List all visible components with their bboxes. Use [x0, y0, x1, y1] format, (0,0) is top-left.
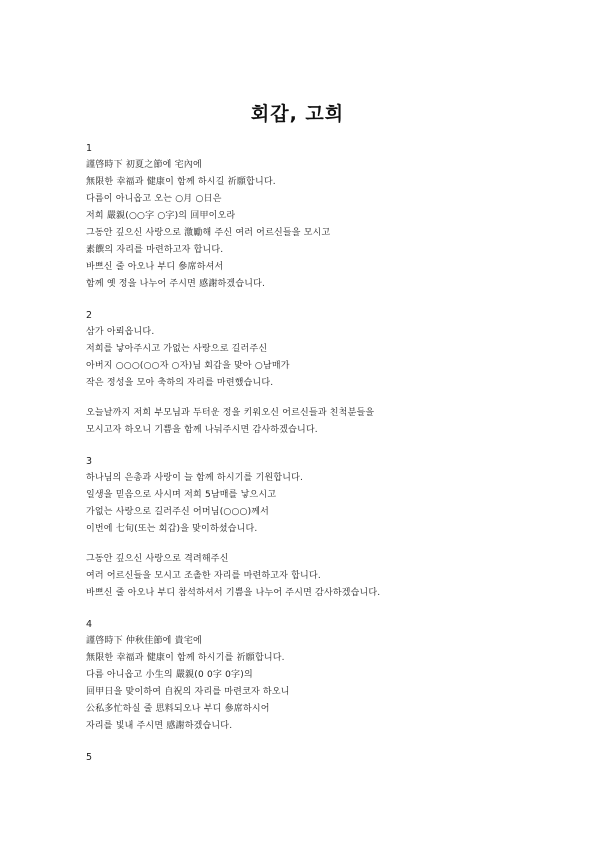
section-number: 1	[86, 143, 93, 154]
text-line: 일생을 믿음으로 사시며 저희 5남매를 낳으시고	[86, 490, 277, 500]
page-title: 회갑, 고희	[250, 103, 345, 125]
text-line: 저희를 낳아주시고 가없는 사랑으로 길러주신	[86, 344, 268, 354]
text-line: 바쁘신 줄 아오나 부디 참석하셔서 기쁨을 나누어 주시면 감사하겠습니다.	[86, 588, 381, 598]
text-line: 아버지 ○○○(○○자 ○자)님 회갑을 맞아 ○남매가	[86, 361, 290, 371]
text-line: 삼가 아뢰옵니다.	[86, 327, 155, 337]
text-line: 작은 정성을 모아 축하의 자리를 마련했습니다.	[86, 378, 274, 388]
text-line: 저희 嚴親(○○字 ○字)의 回甲이오라	[86, 211, 236, 221]
text-line: 回甲日을 맞이하여 自祝의 자리를 마련코자 하오니	[86, 687, 290, 697]
text-line: 公私多忙하실 줄 思料되오나 부디 參席하시어	[86, 704, 270, 714]
section-number: 5	[86, 752, 93, 763]
text-line: 그동안 깊으신 사랑으로 激勵해 주신 여러 어르신들을 모시고	[86, 228, 331, 238]
text-line: 謹啓時下 仲秋佳節에 貴宅에	[86, 636, 202, 646]
text-line: 모시고자 하오니 기쁨을 함께 나눠주시면 감사하겠습니다.	[86, 425, 318, 435]
document-body	[86, 140, 566, 780]
paragraph	[86, 405, 566, 439]
text-line: 가없는 사랑으로 길러주신 어머님(○○○)께서	[86, 507, 270, 517]
letter-section	[86, 453, 566, 602]
letter-section	[86, 749, 566, 766]
text-line: 謹啓時下 初夏之節에 宅內에	[86, 160, 202, 170]
text-line: 素饌의 자리를 마련하고자 합니다.	[86, 245, 224, 255]
section-number: 2	[86, 310, 93, 321]
section-number: 4	[86, 619, 93, 630]
letter-section	[86, 140, 566, 293]
text-line: 여러 어르신들을 모시고 조촐한 자리를 마련하고자 합니다.	[86, 571, 321, 581]
text-line: 無限한 幸福과 健康이 함께 하시길 祈願합니다.	[86, 177, 276, 187]
text-line: 다름이 아니옵고 오는 ○月 ○日은	[86, 194, 222, 204]
paragraph	[86, 324, 566, 392]
text-line: 바쁘신 줄 아오나 부디 參席하셔서	[86, 262, 224, 272]
paragraph	[86, 470, 566, 538]
paragraph	[86, 551, 566, 602]
text-line: 함께 옛 정을 나누어 주시면 感謝하겠습니다.	[86, 279, 266, 289]
letter-section	[86, 616, 566, 735]
letter-section	[86, 307, 566, 439]
text-line: 다름 아니옵고 小生의 嚴親(0 0字 0字)의	[86, 670, 253, 680]
text-line: 그동안 깊으신 사랑으로 격려해주신	[86, 554, 229, 564]
text-line: 이번에 七旬(또는 회갑)을 맞이하셨습니다.	[86, 524, 258, 534]
text-line: 無限한 幸福과 健康이 함께 하시기를 祈願합니다.	[86, 653, 285, 663]
text-line: 오늘날까지 저희 부모님과 두터운 정을 키워오신 어르신들과 친척분들을	[86, 408, 375, 418]
text-line: 자리를 빛내 주시면 感謝하겠습니다.	[86, 721, 233, 731]
text-line: 하나님의 은총과 사랑이 늘 함께 하시기를 기원합니다.	[86, 473, 304, 483]
section-number: 3	[86, 456, 93, 467]
paragraph	[86, 633, 566, 735]
paragraph	[86, 157, 566, 293]
